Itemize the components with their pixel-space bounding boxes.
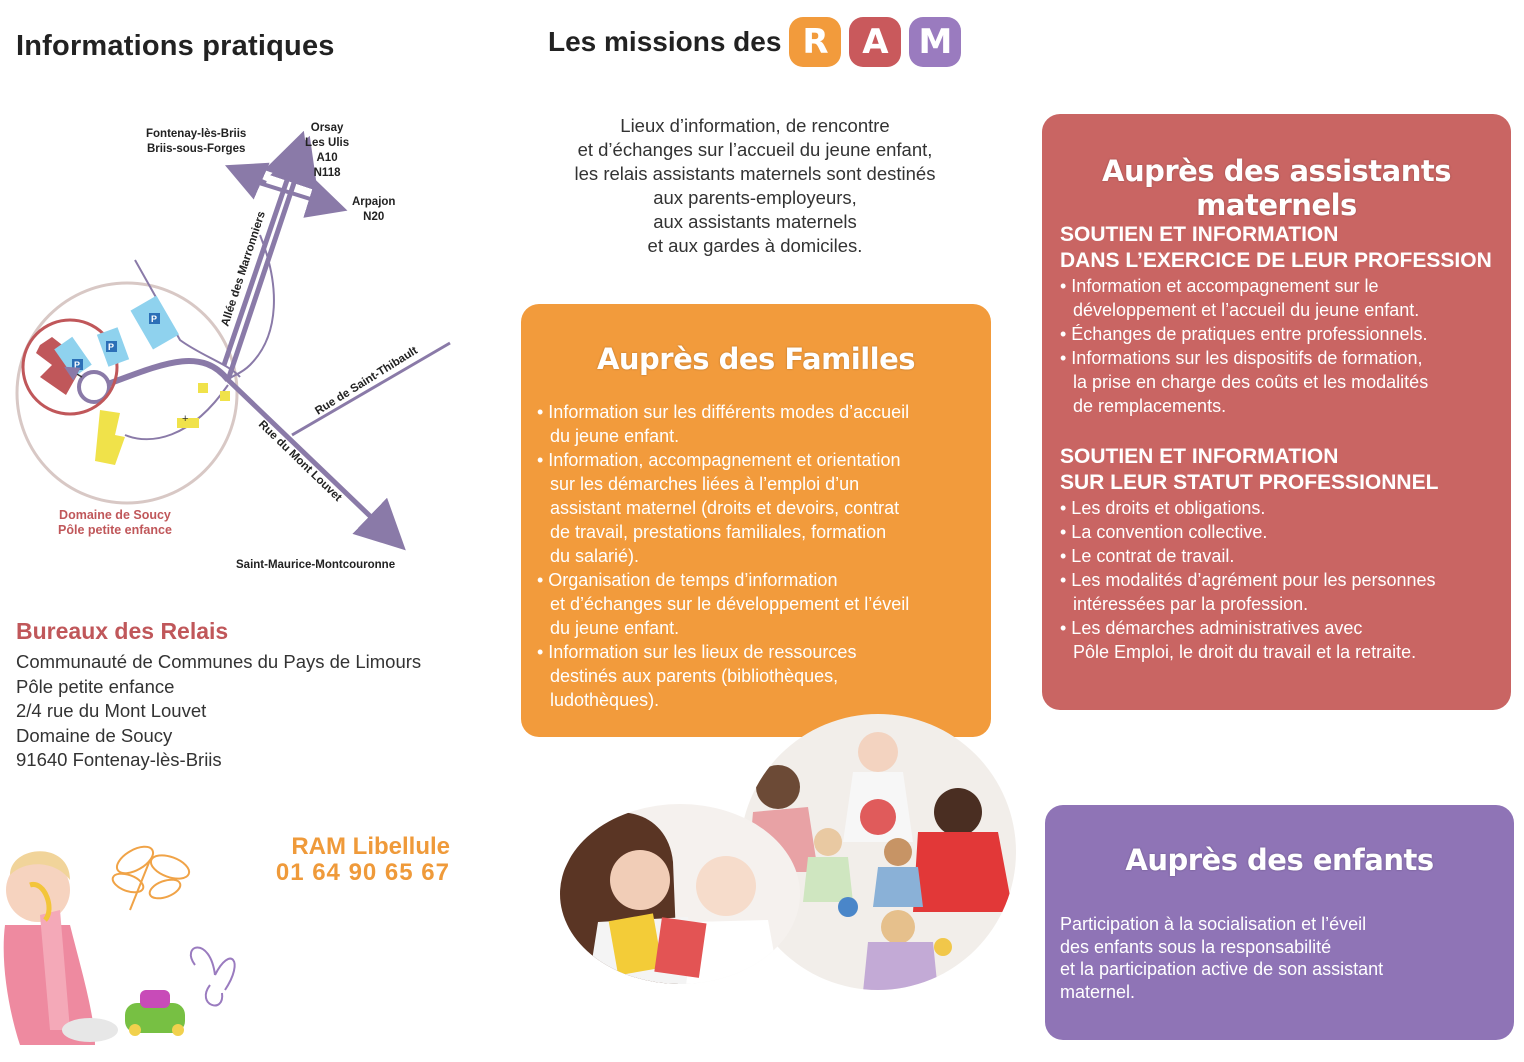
list-item: • Échanges de pratiques entre professionnels. bbox=[1060, 324, 1428, 344]
familles-title: Auprès des Familles bbox=[596, 342, 916, 376]
child-phone-illustration bbox=[0, 815, 250, 1060]
bureaux-address: Communauté de Communes du Pays de Limours Pôle petite enfance 2/4 rue du Mont Louvet Domaine de Soucy 91640 Fontenay-lès-Briis bbox=[16, 651, 422, 770]
label-mont-louvet: Rue du Mont Louvet bbox=[255, 418, 344, 504]
label-saint-thibault: Rue de Saint-Thibault bbox=[313, 344, 420, 418]
butterfly-icon bbox=[191, 948, 235, 1006]
label-marronniers: Allée des Marronniers bbox=[219, 209, 268, 328]
mother-baby-photo bbox=[558, 802, 802, 986]
yellow-building bbox=[95, 410, 125, 465]
svg-text:+: + bbox=[182, 413, 189, 425]
list-item: • Organisation de temps d’information et d’échanges sur le développement et l’éveil du jeune enfant. bbox=[537, 570, 910, 638]
road-access bbox=[100, 361, 228, 387]
list-item: • Les démarches administratives avec Pôle Emploi, le droit du travail et la retraite. bbox=[1060, 618, 1417, 662]
enfants-title: Auprès des enfants bbox=[1125, 843, 1434, 877]
assistants-section-1 bbox=[1060, 222, 1492, 418]
label-arpajon: Arpajon N20 bbox=[352, 196, 396, 223]
svg-text:P: P bbox=[108, 342, 115, 352]
label-fontenay: Fontenay-lès-Briis Briis-sous-Forges bbox=[146, 128, 247, 155]
bureaux-title: Bureaux des Relais bbox=[16, 618, 229, 644]
list-item: • Information sur les lieux de ressources destinés aux parents (bibliothèques, ludothèques). bbox=[537, 642, 857, 710]
ram-libellule-contact: RAM Libellule 01 64 90 65 67 bbox=[275, 833, 450, 886]
enfants-text: Participation à la socialisation et l’éveil des enfants sous la responsabilité et la participation active de son assistant maternel. bbox=[1060, 914, 1384, 1002]
familles-card bbox=[521, 304, 991, 737]
list-item: • Les droits et obligations. bbox=[1060, 498, 1266, 518]
list-item: • Informations sur les dispositifs de formation, la prise en charge des coûts et les modalités de remplacements. bbox=[1060, 348, 1429, 416]
label-orsay: Orsay Les Ulis A10 N118 bbox=[305, 122, 350, 179]
list-item: • Les modalités d’agrément pour les personnes intéressées par la profession. bbox=[1060, 570, 1436, 614]
list-item: • Information, accompagnement et orientation sur les démarches liées à l’emploi d’un assistant maternel (droits et devoirs, contrat de travail, prestations familiales, formation du salarié). bbox=[537, 450, 901, 566]
familles-list bbox=[521, 400, 991, 712]
ram-letter-m: M bbox=[909, 17, 961, 67]
ram-letter-a: A bbox=[849, 17, 901, 67]
parking-label-1: P bbox=[151, 314, 158, 324]
list-item: • Information et accompagnement sur le développement et l’accueil du jeune enfant. bbox=[1060, 276, 1420, 320]
road-mont-louvet bbox=[225, 377, 395, 540]
list-item: • La convention collective. bbox=[1060, 522, 1268, 542]
access-map bbox=[0, 95, 470, 585]
missions-title: Les missions des R A M bbox=[548, 14, 969, 70]
label-saint-maurice: Saint-Maurice-Montcouronne bbox=[236, 559, 396, 571]
svg-text:P: P bbox=[74, 360, 81, 370]
page-title: Informations pratiques bbox=[16, 30, 335, 62]
road-saint-thibault bbox=[292, 343, 450, 435]
ram-letter-r: R bbox=[789, 17, 841, 67]
intro-text: Lieux d’information, de rencontre et d’échanges sur l’accueil du jeune enfant, les relais assistants maternels sont destinés aux parents-employeurs, aux assistants maternels et aux gardes à domiciles. bbox=[574, 115, 936, 256]
assistants-section-2 bbox=[1060, 444, 1438, 664]
section-heading: SOUTIEN ET INFORMATION SUR LEUR STATUT PROFESSIONNEL bbox=[1060, 445, 1439, 494]
assistants-title: Auprès des assistants maternels bbox=[1102, 154, 1451, 222]
section-heading: SOUTIEN ET INFORMATION DANS L’EXERCICE DE LEUR PROFESSION bbox=[1060, 223, 1492, 272]
label-domaine: Domaine de Soucy Pôle petite enfance bbox=[58, 508, 172, 537]
dragonfly-icon bbox=[110, 841, 192, 910]
list-item: • Le contrat de travail. bbox=[1060, 546, 1235, 566]
assistants-card bbox=[1042, 114, 1511, 710]
enfants-card bbox=[1045, 805, 1514, 1040]
list-item: • Information sur les différents modes d’accueil du jeune enfant. bbox=[537, 402, 910, 446]
